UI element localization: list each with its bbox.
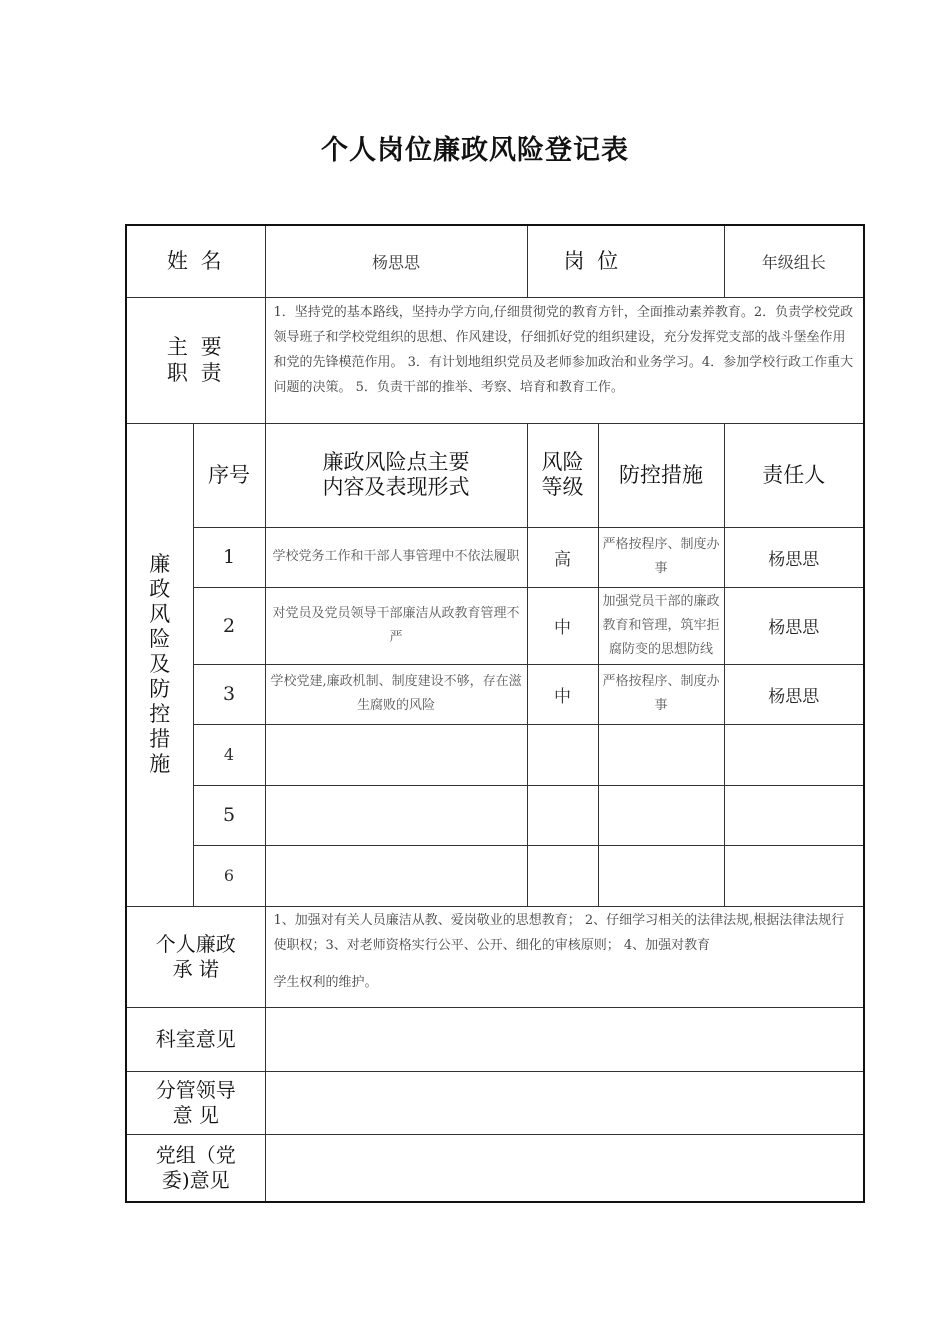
risk-seq-cell [193,785,265,845]
risk-measure: 严格按程序、制度办事 [598,527,724,587]
commit-label-cell [126,906,265,1007]
level-header-line2: 等级 [541,475,584,499]
risk-measure [598,785,724,845]
commit-label-line1: 个人廉政 [155,931,236,956]
leader-opinion-field[interactable] [265,1071,864,1134]
name-value: 杨思思 [372,252,421,272]
risk-person-cell [724,845,864,906]
risk-content: 学校党务工作和干部人事管理中不依法履职 [265,527,527,587]
risk-person: 杨思思 [768,618,820,638]
commit-text-line1: 1、加强对有关人员廉洁从教、爱岗敬业的思想教育； 2、仔细学习相关的法律法规,根据法律法规行使职权；3、对老师资格实行公平、公开、细化的审核原则； 4、加强对教育 [273,912,845,953]
commitment-row [126,906,864,1007]
page-title: 个人岗位廉政风险登记表 [321,135,629,166]
risk-content [265,724,527,785]
risk-content: 对党员及党员领导干部廉洁从政教育管理不严 [265,587,527,664]
risk-seq: 4 [223,745,235,764]
risk-row [126,845,864,906]
level-header-line1: 风险 [541,450,584,474]
content-header-line1: 廉政风险点主要 [322,450,470,474]
commit-label-line2: 承 诺 [172,956,219,981]
measure-header: 防控措施 [619,462,704,487]
measure-header-cell [598,423,724,527]
dept-opinion-row [126,1007,864,1071]
risk-content [265,845,527,906]
seq-header: 序号 [208,462,250,487]
risk-seq-cell [193,587,265,664]
post-value: 年级组长 [761,252,826,272]
name-label-cell [126,225,265,297]
risk-measure: 严格按程序、制度办事 [598,664,724,724]
risk-person-cell [724,664,864,724]
risk-content [265,785,527,845]
risk-section-label-cell [126,423,193,906]
party-label-line2: 委)意见 [161,1167,230,1192]
risk-person-cell [724,587,864,664]
dept-label-cell [126,1007,265,1071]
risk-level-cell [527,527,598,587]
dept-label: 科室意见 [155,1026,236,1051]
leader-label-line2: 意 见 [172,1102,219,1127]
risk-measure [598,724,724,785]
risk-person: 杨思思 [768,549,820,570]
person-header-cell [724,423,864,527]
risk-section-label: 廉政风险及防控措施 [149,552,171,776]
risk-row [126,587,864,664]
risk-seq-cell [193,845,265,906]
post-value-cell [724,225,864,297]
risk-seq-cell [193,664,265,724]
risk-seq-cell [193,527,265,587]
risk-seq: 5 [222,804,236,826]
risk-row [126,724,864,785]
post-label-cell [527,225,724,297]
risk-seq-cell [193,724,265,785]
duties-text: 1．坚持党的基本路线，坚持办学方向,仔细贯彻党的教育方针，全面推动素养教育。2．负责学校党政领导班子和学校党组织的思想、作风建设，仔细抓好党的组织建设，充分发挥党支部的战斗堡垒作用和党的先锋模范作用。 3．有计划地组织党员及老师参加政治和业务学习。4．参加学校行政工作重大问题的决策。 5．负责干部的推举、考察、培育和教育工作。 [265,297,864,423]
party-opinion-field[interactable] [265,1134,864,1202]
risk-person-cell [724,527,864,587]
name-label: 姓 名 [166,249,225,274]
risk-level-cell [527,845,598,906]
risk-measure [598,845,724,906]
risk-person: 杨思思 [768,686,820,707]
risk-seq: 6 [223,866,235,885]
risk-row [126,785,864,845]
risk-level: 高 [554,549,572,570]
commit-text-line2: 学生权利的维护。 [273,974,378,990]
risk-content: 学校党建,廉政机制、制度建设不够，存在滋生腐败的风险 [265,664,527,724]
risk-row [126,664,864,724]
commit-text-cell [265,906,864,1007]
risk-person-cell [724,785,864,845]
risk-level: 中 [554,686,572,707]
risk-seq: 1 [222,546,236,568]
risk-seq: 3 [222,683,236,705]
risk-seq: 2 [222,614,236,637]
content-header-line2: 内容及表现形式 [322,475,470,499]
name-row [126,225,864,297]
risk-level-cell [527,724,598,785]
duties-label-line2: 职 责 [166,361,225,385]
name-value-cell [265,225,527,297]
duties-label-line1: 主 要 [166,335,225,359]
risk-level-cell [527,664,598,724]
leader-label-line1: 分管领导 [155,1077,236,1102]
party-label-line1: 党组（党 [155,1142,236,1167]
person-header: 责任人 [762,462,826,487]
risk-person-cell [724,724,864,785]
registration-form [125,224,865,1203]
party-label-cell [126,1134,265,1202]
seq-header-cell [193,423,265,527]
duties-row [126,297,864,423]
party-opinion-row [126,1134,864,1202]
level-header-cell [527,423,598,527]
dept-opinion-field[interactable] [265,1007,864,1071]
risk-level: 中 [554,618,572,638]
leader-label-cell [126,1071,265,1134]
risk-level-cell [527,587,598,664]
leader-opinion-row [126,1071,864,1134]
risk-header-row [126,423,864,527]
risk-level-cell [527,785,598,845]
post-label: 岗 位 [563,249,622,274]
duties-label-cell [126,297,265,423]
risk-row [126,527,864,587]
content-header-cell [265,423,527,527]
risk-measure: 加强党员干部的廉政教育和管理，筑牢拒腐防变的思想防线 [598,587,724,664]
